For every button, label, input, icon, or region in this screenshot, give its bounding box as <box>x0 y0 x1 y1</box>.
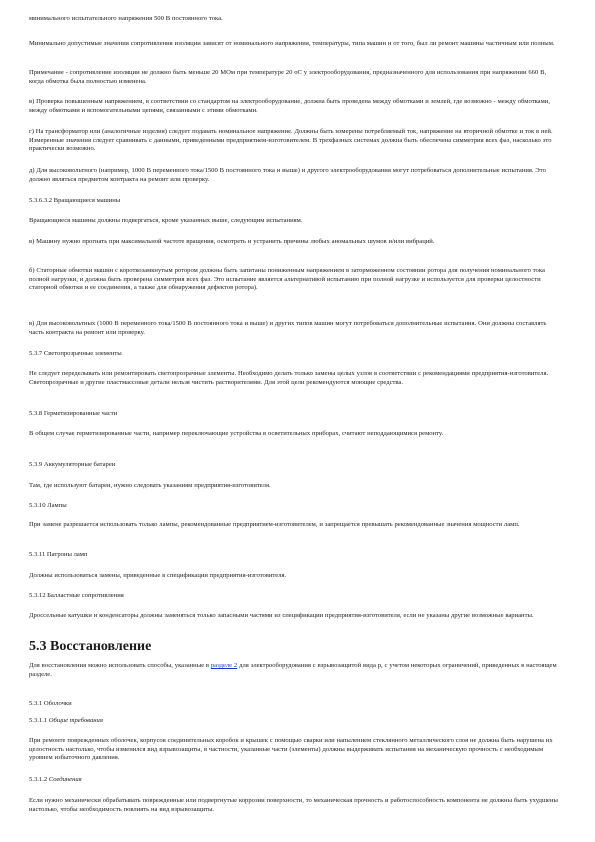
paragraph: в) Машину нужно прогнать при максимальной частоте вращения, осмотреть и устранить причины любых аномальных шумов и/или вибраций. <box>29 238 435 245</box>
subsection-heading: 5.3.1 Оболочки <box>29 700 72 707</box>
subsection-heading: 5.3.9 Аккумуляторные батареи <box>29 461 116 468</box>
subsection-heading <box>29 776 561 785</box>
section-heading: 5.3 Восстановление <box>29 639 152 654</box>
paragraph: Минимально допустимые значения сопротивления изоляции зависят от номинального напряжения, температуры, типа машин и от того, был ли ремонт машины частичным или полным. <box>29 40 555 47</box>
subsection-heading: 5.3.11 Патроны ламп <box>29 551 88 558</box>
paragraph: д) Для высоковольтного (например, 1000 В переменного тока/1500 В постоянного тока и выше) и другого электрооборудования могут потребоваться дополнительные испытания. Это должно являться предметом контракта на ремонт или проверку. <box>29 167 546 183</box>
subsection-heading: 5.3.12 Балластные сопротивления <box>29 592 124 599</box>
subsection-heading <box>29 717 561 726</box>
paragraph: минимального испытательного напряжения 500 В постоянного тока. <box>29 15 223 22</box>
paragraph: Дроссельные катушки и конденсаторы должны заменяться только запасными частями из спецификации предприятия-изготовителя, если не указаны другие возможные варианты. <box>29 612 534 619</box>
subsection-heading: 5.3.10 Лампы <box>29 502 67 509</box>
paragraph: Вращающиеся машины должны подвергаться, кроме указанных выше, следующим испытаниям. <box>29 217 303 224</box>
paragraph: При ремонте поврежденных оболочек, корпусов соединительных коробок и крышек с помощью сварки или напылением стеклянного металлического слоя не должна быть нарушена их целостность настолько, чтобы изменился вид взрывозащиты, в частности, указанные части (элементы) должны выдерживать испытания на механическую прочность с необходимым уровнем избыточного давления. <box>29 737 553 762</box>
subsection-number: 5.3.1.2 <box>29 776 49 783</box>
subsection-title: Соединения <box>48 776 82 783</box>
paragraph: г) На трансформатор или (аналогичные изделия) следует подавать номинальное напряжение. Должны быть измерены потребляемый ток, напряжение на вторичной обмотке и ток в ней. Измеренные значения следует сравнивать с данными, приведенными предприятием-изготовителем. В трехфазных системах должна быть обеспечена симметрия всех фаз, насколько это практически возможно. <box>29 128 553 153</box>
paragraph: В общем случае герметизированные части, например переключающие устройства в осветительных приборах, считают неподдающимися ремонту. <box>29 430 444 437</box>
paragraph: в) Для высоковольтных (1000 В переменного тока/1500 В постоянного тока и выше) и других типов машин могут потребоваться дополнительные испытания. Они должны составлять часть контракта на ремонт или проверку. <box>29 320 547 336</box>
subsection-heading: 5.3.6.3.2 Вращающиеся машины <box>29 197 121 204</box>
subsection-title: Общие требования <box>48 717 103 724</box>
paragraph <box>29 662 561 679</box>
paragraph-text: Для восстановления можно использовать способы, указанные в <box>29 662 211 669</box>
paragraph: б) Статорные обмотки машин с короткозамкнутым ротором должны быть запитаны пониженным напряжением в заторможенном состоянии ротора для получения номинального тока полной нагрузки, и должна быть проверена симметрия всех фаз. Это испытание является альтернативой испытанию при полной нагрузке и используется для проверки целостности статорной обмотки и ее соединения, а также для обнаружения дефектов ротора). <box>29 267 545 292</box>
subsection-heading: 5.3.8 Герметизированные части <box>29 410 118 417</box>
paragraph: Должны использоваться замены, приведенные в спецификации предприятия-изготовителя. <box>29 572 287 579</box>
paragraph: Если нужно механически обрабатывать поврежденные или подвергнутые коррозии поверхности, то механическая прочность и работоспособность компонента не должны быть ухудшены настолько, чтобы необходимость повлиять на вид взрывозащиты. <box>29 797 558 813</box>
paragraph-text: для электрооборудования с взрывозащитой вида р, с учетом некоторых ограничений, приведенных в настоящем разделе. <box>29 662 557 678</box>
paragraph: в) Проверка повышенным напряжением, в соответствии со стандартом на электрооборудование, должна быть проведена между обмотками и землей, где возможно - между обмотками, между обмотками и вспомогательными цепями, связанными с этими обмотками. <box>29 98 550 114</box>
subsection-number: 5.3.1.1 <box>29 717 49 724</box>
paragraph: Не следует переделывать или ремонтировать светопрозрачные элементы. Необходимо делать только замены целых узлов в соответствии с рекомендациями предприятия-изготовителя. Светопрозрачные и другие пластмассовые детали нельзя чистить растворителями. Для этой цели рекомендуются моющие средства. <box>29 370 549 386</box>
note-paragraph: Примечание - сопротивление изоляции не должно быть меньше 20 МОм при температуре 20 оС у электрооборудования, предназначенного для использования при напряжении 660 В, когда обмотка была полностью изменена. <box>29 69 547 85</box>
paragraph: Там, где используют батареи, нужно следовать указаниям предприятия-изготовителя. <box>29 482 271 489</box>
paragraph: При замене разрешается использовать только лампы, рекомендованные предприятием-изготовителем, и запрещается превышать рекомендованные значения мощности ламп. <box>29 521 520 528</box>
subsection-heading: 5.3.7 Светопрозрачные элементы <box>29 350 122 357</box>
section-2-link[interactable]: разделе 2 <box>210 662 238 669</box>
